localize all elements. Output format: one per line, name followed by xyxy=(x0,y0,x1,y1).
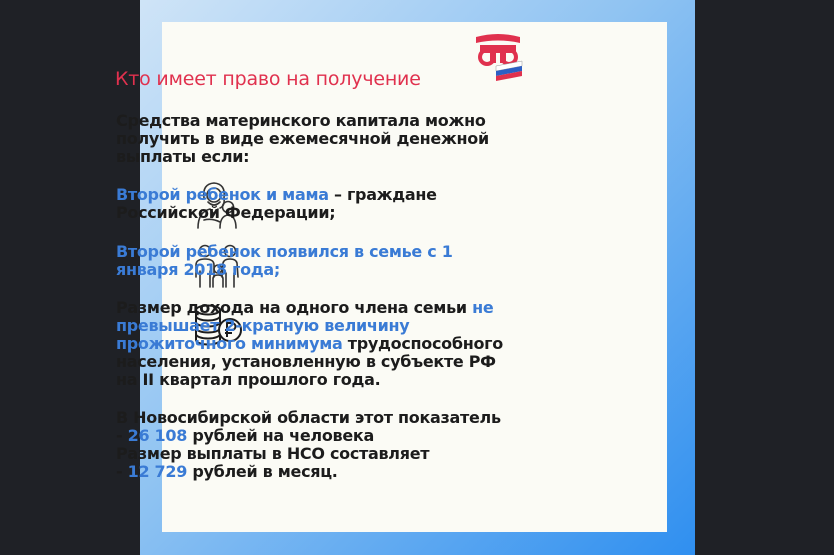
threshold-value: 26 108 xyxy=(127,426,188,445)
pfr-logo-icon xyxy=(470,33,526,83)
threshold-unit: рублей на человека xyxy=(187,426,374,445)
dash: - xyxy=(116,462,128,481)
condition-income xyxy=(116,299,516,389)
page-title: Кто имеет право на получение xyxy=(115,68,421,90)
condition-text: – граждане Российской Федерации; xyxy=(116,185,437,222)
condition-text: трудоспособного населения, установленную в субъекте РФ на II квартал прошлого года. xyxy=(116,334,503,389)
intro-text: Средства материнского капитала можно получить в виде ежемесячной денежной выплаты если: xyxy=(116,111,489,166)
payment-value: 12 729 xyxy=(127,462,188,481)
condition-citizenship xyxy=(116,186,476,222)
condition-text: Размер дохода на одного члена семьи xyxy=(116,298,473,317)
dash: - xyxy=(116,426,128,445)
condition-highlight: Второй ребенок и мама xyxy=(116,185,329,204)
region-info-line xyxy=(116,427,516,445)
region-info-line xyxy=(116,463,516,481)
payment-unit: рублей в месяц. xyxy=(187,462,338,481)
condition-highlight: Второй ребенок появился в семье с 1 января 2018 года; xyxy=(116,242,453,279)
condition-highlight: не превышает 2-кратную величину прожиточного минимума xyxy=(116,298,494,353)
region-info-line: Размер выплаты в НСО составляет xyxy=(116,444,430,463)
condition-birth-date xyxy=(116,243,476,279)
region-info-line: В Новосибирской области этот показатель xyxy=(116,408,501,427)
region-info xyxy=(116,409,516,481)
